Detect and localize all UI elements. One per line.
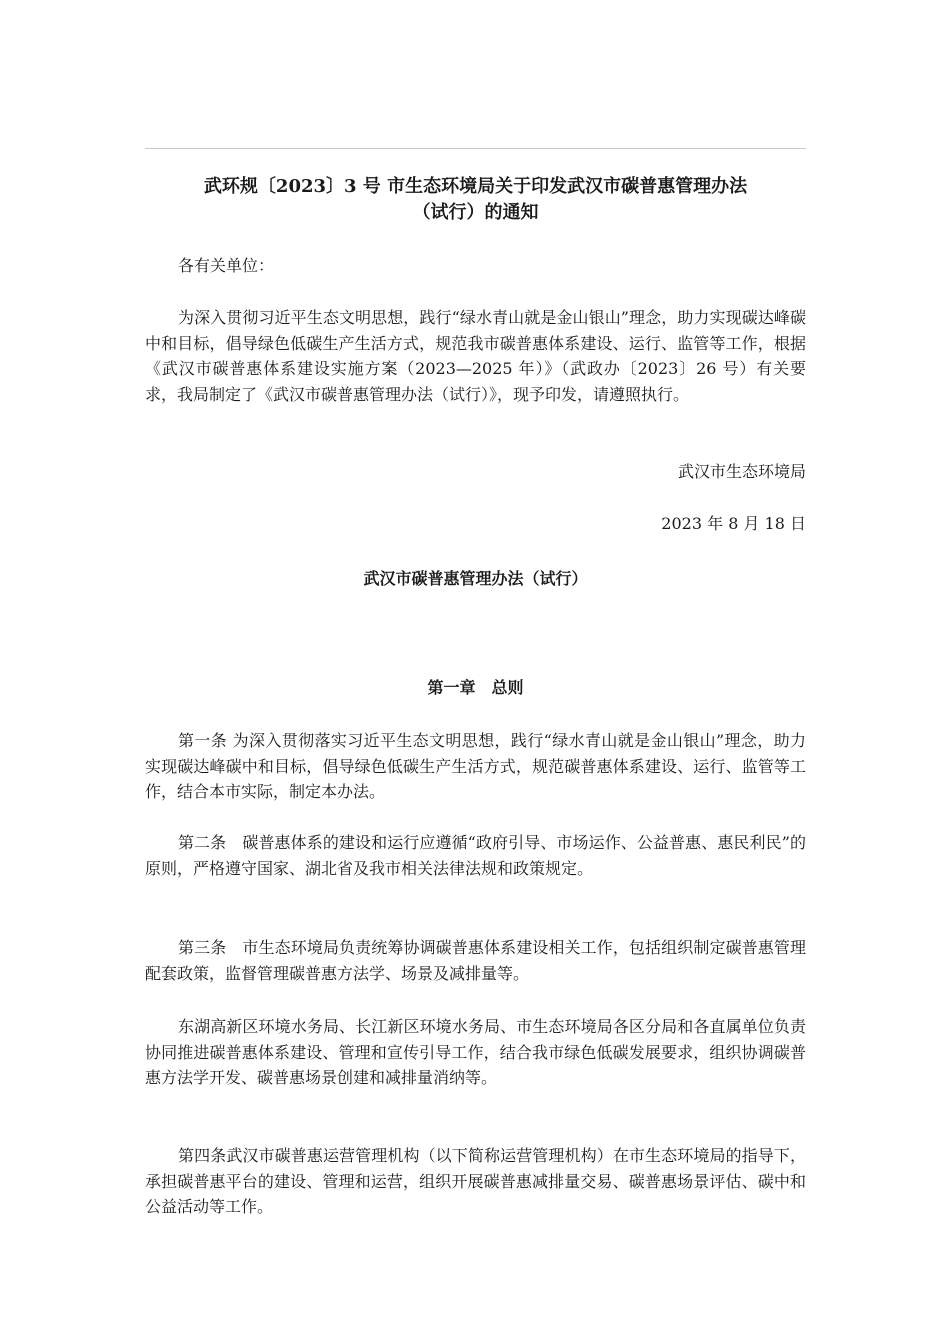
notice-salutation: 各有关单位： [178,256,275,275]
measures-title: 武汉市碳普惠管理办法（试行） [363,569,588,588]
notice-title-line2: （试行）的通知 [412,202,539,223]
header-divider [145,148,806,149]
article-1: 第一条 为深入贯彻落实习近平生态文明思想，践行“绿水青山就是金山银山”理念，助力实现碳达峰碳中和目标，倡导绿色低碳生产生活方式，规范碳普惠体系建设、运行、监管等工作，结合本市实际，制定本办法。 [145,731,806,801]
notice-title-line1: 武环规〔2023〕3 号 市生态环境局关于印发武汉市碳普惠管理办法 [203,176,748,197]
article-3-para-2: 东湖高新区环境水务局、长江新区环境水务局、市生态环境局各区分局和各直属单位负责协同推进碳普惠体系建设、管理和宣传引导工作，结合我市绿色低碳发展要求，组织协调碳普惠方法学开发、碳普惠场景创建和减排量消纳等。 [145,1017,806,1087]
article-2: 第二条 碳普惠体系的建设和运行应遵循“政府引导、市场运作、公益普惠、惠民利民”的原则，严格遵守国家、湖北省及我市相关法律法规和政策规定。 [145,833,806,878]
notice-issuer: 武汉市生态环境局 [677,462,806,481]
notice-title [145,174,806,226]
notice-body: 为深入贯彻习近平生态文明思想，践行“绿水青山就是金山银山”理念，助力实现碳达峰碳中和目标，倡导绿色低碳生产生活方式，规范我市碳普惠体系建设、运行、监管等工作，根据《武汉市碳普惠体系建设实施方案（2023—2025 年）》（武政办〔2023〕26 号）有关要求，我局制定了《武汉市碳普惠管理办法（试行）》，现予印发，请遵照执行。 [145,308,806,404]
article-4: 第四条武汉市碳普惠运营管理机构（以下简称运营管理机构）在市生态环境局的指导下，承担碳普惠平台的建设、管理和运营，组织开展碳普惠减排量交易、碳普惠场景评估、碳中和公益活动等工作。 [145,1146,806,1216]
article-3-para-1: 第三条 市生态环境局负责统筹协调碳普惠体系建设相关工作，包括组织制定碳普惠管理配套政策，监督管理碳普惠方法学、场景及减排量等。 [145,938,806,983]
chapter1-title: 第一章 总则 [427,678,524,697]
notice-date: 2023 年 8 月 18 日 [661,514,806,533]
